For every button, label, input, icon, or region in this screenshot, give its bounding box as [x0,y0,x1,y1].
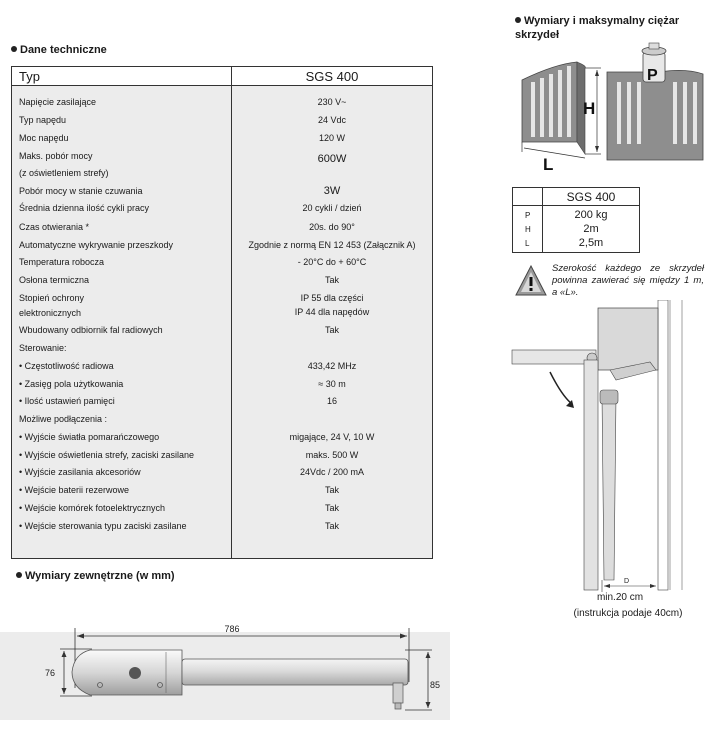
spec-label: Automatyczne wykrywanie przeszkody [19,240,174,250]
gate-title-line1: Wymiary i maksymalny ciężar [524,15,680,27]
spec-label: Stopień ochrony [19,293,85,303]
spec-value: 24 Vdc [317,115,347,125]
spec-label: Średnia dzienna ilość cykli pracy [19,203,150,213]
spec-value: Tak [324,503,339,513]
bullet-icon [16,572,22,578]
gate-size-table [512,187,640,253]
gate-size-header-text: SGS 400 [566,190,616,204]
spec-label: • Wyjście światła pomarańczowego [19,432,160,442]
gate-size-header [513,188,639,206]
gate-size-key: L [525,239,530,248]
height-label: H [583,99,596,118]
spec-value: maks. 500 W [305,450,359,460]
swing-arrow [550,372,572,404]
installation-drawing [510,300,723,600]
gate-illustration [515,42,720,177]
spec-value: Tak [324,521,339,531]
spec-value: 20s. do 90° [309,222,355,232]
dimensions-title-text: Wymiary zewnętrzne (w mm) [25,570,175,582]
instruction-note: (instrukcja podaje 40cm) [573,608,683,619]
spec-label: Maks. pobór mocy [19,151,93,161]
spec-label: Pobór mocy w stanie czuwania [19,186,143,196]
spec-header-value: SGS 400 [305,69,359,84]
actuator-tube [182,659,408,685]
gate-section-title [515,14,679,42]
technical-section-title [11,44,107,57]
spec-label: Osłona termiczna [19,275,90,285]
distance-label: D [624,578,630,585]
spec-label: • Wyjście zasilania akcesoriów [19,467,141,477]
spec-table-header [12,67,432,86]
gate-size-value: 2,5m [578,237,604,249]
length-label: 786 [224,624,240,634]
spec-label-line2: (z oświetleniem strefy) [19,168,109,178]
actuator-motor-body [72,650,182,695]
height-left-label: 76 [45,668,56,678]
motor-box [598,308,658,370]
spec-label: Możliwe podłączenia : [19,414,108,424]
warning-icon [514,264,548,298]
spec-value: Tak [324,275,339,285]
spec-value-line2: IP 44 dla napędów [294,307,370,317]
actuator-dimension-drawing [0,618,450,730]
spec-value: - 20°C do + 60°C [297,257,367,267]
bullet-icon [11,46,17,52]
spec-value: IP 55 dla części [300,293,364,303]
gate-size-key: H [525,225,531,234]
spec-table [11,66,433,559]
spec-label: Czas otwierania * [19,222,90,232]
spec-label: • Wejście komórek fotoelektrycznych [19,503,166,513]
spec-value: 600W [317,153,347,165]
gate-size-value: 2m [583,223,599,235]
spec-label: Moc napędu [19,133,69,143]
spec-value: 3W [323,185,341,197]
spec-label-line2: elektronicznych [19,308,82,318]
spec-label: • Częstotliwość radiowa [19,361,114,371]
spec-label: Sterowanie: [19,343,67,353]
length-label: L [543,155,554,174]
gate-size-key: P [525,211,531,220]
spec-value: migające, 24 V, 10 W [289,432,375,442]
spec-label: • Wejście baterii rezerwowe [19,485,130,495]
spec-label: Typ napędu [19,115,67,125]
spec-value: 24Vdc / 200 mA [299,467,365,477]
spec-label: Temperatura robocza [19,257,105,267]
gate-post [584,360,598,590]
weight-label: P [647,67,658,84]
spec-label: Wbudowany odbiornik fal radiowych [19,325,163,335]
spec-value: ≈ 30 m [318,379,346,389]
mount-hole [129,667,141,679]
wall [658,300,668,590]
gate-size-row [513,236,639,251]
gate-size-value: 200 kg [574,209,608,221]
spec-value: Tak [324,485,339,495]
spec-value: Tak [324,325,339,335]
bullet-icon [515,17,521,23]
spec-value: 16 [326,396,337,406]
spec-value: 120 W [318,133,345,143]
spec-value: 230 V~ [317,97,347,107]
gate-title-line2: skrzydeł [515,29,560,41]
gate-size-row [513,208,639,223]
spec-label: • Zasięg pola użytkowania [19,379,124,389]
spec-label: • Wyjście oświetlenia strefy, zaciski zasilane [19,450,194,460]
spec-label: • Ilość ustawień pamięci [19,396,115,406]
height-right-label: 85 [430,680,441,690]
dimensions-section-title [16,570,175,583]
gate-size-row [513,222,639,237]
spec-header-label: Typ [19,69,40,84]
spec-value: Zgodnie z normą EN 12 453 (Załącznik A) [248,240,416,250]
spec-value: 20 cykli / dzień [302,203,362,213]
technical-title-text: Dane techniczne [20,44,107,56]
spec-value: 433,42 MHz [307,361,357,371]
min-distance-label: min.20 cm [596,592,644,603]
spec-label: Napięcie zasilające [19,97,97,107]
actuator-tube [602,396,616,580]
warning-text: Szerokość każdego ze skrzydeł powinna zawierać się między 1 m, a «L». [552,263,704,298]
spec-label: • Wejście sterowania typu zaciski zasilane [19,521,187,531]
